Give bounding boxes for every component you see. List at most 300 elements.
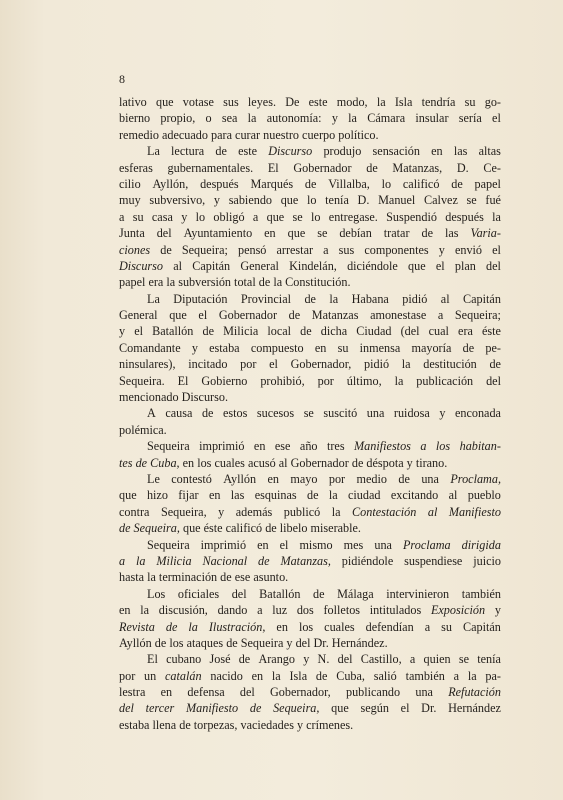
paragraph xyxy=(119,291,501,406)
word: quien xyxy=(423,652,451,667)
word: la xyxy=(394,373,404,388)
text-line xyxy=(119,389,501,405)
italic-word: tercer xyxy=(145,701,175,716)
word: pidió xyxy=(402,291,428,306)
text-line xyxy=(119,438,501,454)
word: propio, xyxy=(160,111,196,126)
word: lo xyxy=(195,209,206,224)
text-line xyxy=(119,619,501,635)
word: mismo xyxy=(299,537,333,552)
italic-word: Milicia xyxy=(156,553,192,568)
word: una xyxy=(421,471,439,486)
word: Isla xyxy=(289,668,308,683)
word: en xyxy=(160,685,173,700)
word: según xyxy=(360,701,389,716)
word: subversivo, xyxy=(149,193,206,208)
word: una xyxy=(374,537,392,552)
text-line xyxy=(119,258,501,274)
word: Batallón xyxy=(259,586,301,601)
word: El xyxy=(147,652,158,667)
paragraph xyxy=(119,405,501,438)
word: las xyxy=(453,144,468,159)
word: pensó xyxy=(237,242,267,257)
word: folletos xyxy=(323,603,361,618)
italic-word: Proclama, xyxy=(450,471,501,486)
word: una xyxy=(415,685,433,700)
paragraph xyxy=(119,471,501,537)
italic-word: tes de Cuba, xyxy=(119,455,180,470)
word: y xyxy=(181,209,188,224)
word: la xyxy=(401,357,411,372)
word: cual xyxy=(428,324,449,339)
word: lectura xyxy=(171,144,205,159)
word: al xyxy=(173,258,183,273)
word: y xyxy=(438,242,445,257)
word: tenía xyxy=(477,652,501,667)
word: a xyxy=(257,603,263,618)
text-line xyxy=(119,537,501,553)
word: Villalba, xyxy=(328,176,370,191)
word: su xyxy=(132,209,144,224)
word: intervinieron xyxy=(386,586,450,601)
word: publicación xyxy=(416,373,474,388)
word: intitulados xyxy=(369,603,422,618)
word: Kindelán, xyxy=(289,258,337,273)
word: el xyxy=(198,308,208,323)
word: Sequeira, xyxy=(160,504,207,519)
word: las xyxy=(444,226,459,241)
word: Ayllón de los ataques de Sequeira y del Dr. Hernández. xyxy=(119,635,388,650)
word: la xyxy=(492,209,501,224)
word: el xyxy=(279,537,289,552)
word: Ciudad xyxy=(356,324,392,339)
word: dando xyxy=(217,603,248,618)
word: a xyxy=(424,619,431,634)
text-line xyxy=(119,323,501,339)
word: nacido xyxy=(210,668,243,683)
word: cuales xyxy=(324,619,355,634)
word: Provincial xyxy=(240,291,291,306)
italic-word: Discurso xyxy=(268,144,313,159)
word: Dr. xyxy=(421,701,437,716)
word: de xyxy=(202,324,214,339)
italic-word: Sequeira, xyxy=(273,701,320,716)
italic-word: los xyxy=(435,439,451,454)
italic-word: Exposición xyxy=(430,603,486,618)
italic-word: Discurso xyxy=(119,258,164,273)
word: autonomía: xyxy=(266,111,322,126)
word: se xyxy=(458,652,469,667)
word: del xyxy=(486,258,501,273)
word: suspendiese xyxy=(404,553,463,568)
word: Milicia xyxy=(223,324,259,339)
text-line xyxy=(119,94,501,110)
word: Gobernador, xyxy=(269,685,331,700)
word: Málaga xyxy=(337,586,374,601)
word: se xyxy=(466,193,477,208)
word: esferas xyxy=(119,160,153,175)
word: de xyxy=(304,176,317,191)
word: Hernández xyxy=(448,701,501,716)
word: altas xyxy=(478,144,501,159)
word: Gobierno xyxy=(201,373,248,388)
word: a xyxy=(119,209,125,224)
word: de xyxy=(160,242,172,257)
word: este xyxy=(308,95,328,109)
word: defendían xyxy=(365,619,414,634)
word: Junta xyxy=(119,226,145,241)
italic-word: dirigida xyxy=(461,537,501,552)
word: ruidosa xyxy=(393,406,430,421)
word: de xyxy=(313,586,325,601)
word: a xyxy=(409,652,416,667)
word: año xyxy=(299,439,318,454)
word: se xyxy=(317,226,328,241)
word: El xyxy=(267,160,279,175)
word: Sequeira xyxy=(147,439,190,454)
text-line xyxy=(119,553,501,569)
text-line xyxy=(119,274,501,290)
word: en xyxy=(267,471,279,486)
word: compuesto xyxy=(250,340,304,355)
text-line xyxy=(119,471,501,487)
word: Sequeira. xyxy=(119,373,165,388)
word: Capitán xyxy=(463,291,501,306)
word: de xyxy=(451,176,463,191)
word: entregase. xyxy=(328,209,378,224)
word: contra xyxy=(119,504,150,519)
word: del xyxy=(156,226,172,241)
word: su xyxy=(441,619,452,634)
word: discusión, xyxy=(158,603,208,618)
paragraph xyxy=(119,537,501,586)
word: D. xyxy=(456,160,469,175)
text-line xyxy=(119,668,501,684)
word: por xyxy=(240,357,257,372)
italic-word: a xyxy=(119,553,126,568)
word: excitando xyxy=(390,488,439,503)
word: Matanzas xyxy=(311,308,359,323)
word: enconada xyxy=(454,406,501,421)
italic-word: Proclama xyxy=(402,537,451,552)
text-line xyxy=(119,635,501,651)
word: de xyxy=(462,340,475,355)
word: fijar xyxy=(178,488,199,503)
word: sabiendo xyxy=(228,193,273,208)
word: la xyxy=(140,603,150,618)
word: mayoría xyxy=(411,340,452,355)
text-line xyxy=(119,700,501,716)
word: casa xyxy=(151,209,173,224)
word: y xyxy=(191,340,198,355)
word: insular xyxy=(415,111,449,126)
word: polémica. xyxy=(119,422,167,437)
text-line xyxy=(119,225,501,241)
word: del xyxy=(337,652,353,667)
word: Matanzas, xyxy=(392,160,443,175)
italic-word: la xyxy=(188,619,198,634)
italic-word: al xyxy=(427,504,438,519)
word: los xyxy=(298,619,314,634)
word: amonestase xyxy=(370,308,427,323)
italic-word: Ilustración, xyxy=(208,619,266,634)
word: papel xyxy=(474,176,501,191)
text-line xyxy=(119,110,501,126)
word: la xyxy=(331,504,341,519)
word: de xyxy=(304,291,316,306)
word: de xyxy=(307,488,319,503)
word: esquinas xyxy=(254,488,297,503)
word: Ce- xyxy=(483,160,501,175)
word: destitución xyxy=(423,357,477,372)
word: cilio xyxy=(119,176,141,191)
italic-word: de xyxy=(249,701,262,716)
word: las xyxy=(230,488,245,503)
word: en xyxy=(276,619,288,634)
word: era xyxy=(458,324,473,339)
word: tendría xyxy=(421,95,456,109)
word: que xyxy=(155,95,174,109)
word: hizo xyxy=(146,488,168,503)
text-line xyxy=(119,192,501,208)
word: se xyxy=(303,406,314,421)
word: luz xyxy=(272,603,288,618)
word: a xyxy=(453,668,460,683)
word: sensación xyxy=(372,144,420,159)
paragraph xyxy=(119,94,501,143)
word: de xyxy=(489,357,501,372)
word: gubernamentales. xyxy=(167,160,254,175)
paragraph xyxy=(119,651,501,733)
word: de xyxy=(421,226,433,241)
word: publicó xyxy=(283,504,321,519)
word: dicha xyxy=(320,324,348,339)
word: que xyxy=(169,308,187,323)
word: de xyxy=(288,308,301,323)
word: de xyxy=(366,160,378,175)
word: Batallón xyxy=(152,324,194,339)
word: Manuel xyxy=(378,193,416,208)
word: produjo xyxy=(323,144,362,159)
word: y xyxy=(213,193,220,208)
word: Suspendió xyxy=(386,209,437,224)
word: suscitó xyxy=(323,406,358,421)
word: sus xyxy=(223,95,239,109)
word: del xyxy=(486,373,501,388)
word: estaba xyxy=(209,340,240,355)
word: y xyxy=(331,111,338,126)
word: De xyxy=(285,95,300,109)
word: por xyxy=(119,668,136,683)
word: la xyxy=(467,668,477,683)
word: medio xyxy=(356,471,387,486)
word: el xyxy=(435,258,445,273)
text-line xyxy=(119,520,501,536)
text-line xyxy=(119,373,501,389)
italic-word: a xyxy=(420,439,427,454)
word: su xyxy=(464,95,476,109)
word: salió xyxy=(373,668,397,683)
text-line xyxy=(119,127,501,143)
word: José xyxy=(209,652,231,667)
italic-word: la xyxy=(135,553,146,568)
word: tres xyxy=(326,439,345,454)
italic-word: de Sequeira, xyxy=(119,521,180,536)
word: a xyxy=(252,209,259,224)
italic-word: habitan- xyxy=(459,439,501,454)
word: también xyxy=(461,586,501,601)
word: Habana xyxy=(351,291,389,306)
word: sea xyxy=(221,111,238,126)
word: Sequeira xyxy=(147,537,190,552)
word: por xyxy=(317,373,334,388)
word: este xyxy=(238,144,258,159)
word: inmensa xyxy=(359,340,401,355)
word: ese xyxy=(274,439,291,454)
word: pe- xyxy=(485,340,501,355)
word: la xyxy=(271,668,281,683)
word: en xyxy=(253,439,266,454)
word: lativo xyxy=(119,95,147,109)
word: ciudad xyxy=(348,488,381,503)
word: pueblo xyxy=(467,488,501,503)
text-line xyxy=(119,684,501,700)
word: después xyxy=(445,209,484,224)
word: plan xyxy=(454,258,476,273)
text-line xyxy=(119,356,501,372)
text-line xyxy=(119,569,501,585)
italic-word: Contestación xyxy=(352,504,417,519)
word: prohibió, xyxy=(260,373,305,388)
word: de xyxy=(238,652,251,667)
text-line xyxy=(119,586,501,602)
word: La xyxy=(147,291,160,306)
word: debían xyxy=(339,226,372,241)
word: obligó xyxy=(213,209,245,224)
word: al xyxy=(440,291,450,306)
word: Comandante xyxy=(119,340,181,355)
word: Le xyxy=(147,471,160,486)
word: del xyxy=(231,586,247,601)
word: en xyxy=(431,144,443,159)
word: que éste calificó de libelo miserable. xyxy=(179,521,361,536)
text-line xyxy=(119,209,501,225)
word: ninsulares), xyxy=(119,357,176,372)
word: en los cuales acusó al Gobernador de déspota y tirano. xyxy=(179,455,448,470)
word: papel era la subversión total de la Constitución. xyxy=(119,275,351,290)
text-line xyxy=(119,602,501,618)
word: lo xyxy=(381,176,392,191)
text-line xyxy=(119,487,501,503)
word: que xyxy=(266,209,285,224)
word: también xyxy=(405,668,445,683)
word: mayo xyxy=(290,471,318,486)
word: Ayllón xyxy=(223,471,257,486)
body-text xyxy=(119,94,501,733)
word: la xyxy=(376,95,386,109)
paragraph xyxy=(119,438,501,471)
word: cubano xyxy=(166,652,202,667)
italic-word: Manifiesto xyxy=(185,701,239,716)
word: dos xyxy=(296,603,314,618)
word: imprimió xyxy=(200,537,247,552)
word: en xyxy=(264,226,276,241)
word: a xyxy=(323,242,329,257)
word: por xyxy=(328,471,346,486)
word: del xyxy=(239,685,255,700)
word: en xyxy=(314,340,327,355)
paragraph xyxy=(119,143,501,291)
word: el xyxy=(269,357,278,372)
word: D. xyxy=(357,193,370,208)
italic-word: Matanzas, xyxy=(280,553,331,568)
word: calificó xyxy=(402,176,440,191)
word: la xyxy=(329,291,339,306)
word: la xyxy=(348,111,357,126)
word: que xyxy=(119,488,137,503)
word: y xyxy=(494,603,501,618)
word: modo, xyxy=(336,95,368,109)
italic-word: Manifiesto xyxy=(448,504,501,519)
word: Sequeira; xyxy=(454,308,501,323)
text-line xyxy=(119,160,501,176)
word: o xyxy=(205,111,212,126)
word: estos xyxy=(223,406,248,421)
text-line xyxy=(119,143,501,159)
word: (del xyxy=(400,324,420,339)
word: defensa xyxy=(187,685,225,700)
page-number: 8 xyxy=(119,72,125,86)
word: una xyxy=(366,406,385,421)
text-line xyxy=(119,307,501,323)
word: de xyxy=(201,406,214,421)
word: Gobernador, xyxy=(290,357,352,372)
word: lo xyxy=(310,209,321,224)
word: bierno xyxy=(119,111,151,126)
word: Cámara xyxy=(367,111,406,126)
word: el xyxy=(492,242,501,257)
word: Calvez xyxy=(424,193,458,208)
text-line xyxy=(119,717,501,733)
word: sucesos xyxy=(256,406,295,421)
word: publicando xyxy=(345,685,401,700)
word: go- xyxy=(484,95,501,109)
word: su xyxy=(337,340,349,355)
word: contestó xyxy=(171,471,212,486)
text-line xyxy=(119,242,501,258)
paragraph xyxy=(119,586,501,652)
word: componentes xyxy=(364,242,429,257)
word: Cuba, xyxy=(336,668,365,683)
italic-word: de xyxy=(258,553,270,568)
italic-word: ciones xyxy=(119,242,151,257)
word: arrestar xyxy=(276,242,314,257)
word: sería xyxy=(458,111,482,126)
word: General xyxy=(240,258,279,273)
word: de xyxy=(398,471,410,486)
word: juicio xyxy=(473,553,501,568)
word: el xyxy=(400,701,410,716)
word: el xyxy=(134,324,143,339)
word: hasta la terminación de ese asunto. xyxy=(119,570,289,585)
text-line xyxy=(119,651,501,667)
word: y xyxy=(218,504,225,519)
italic-word: Varia- xyxy=(470,226,501,241)
word: en xyxy=(251,668,264,683)
word: remedio adecuado para curar nuestro cuerpo político. xyxy=(119,127,379,142)
word: de xyxy=(300,324,312,339)
text-line xyxy=(119,504,501,520)
